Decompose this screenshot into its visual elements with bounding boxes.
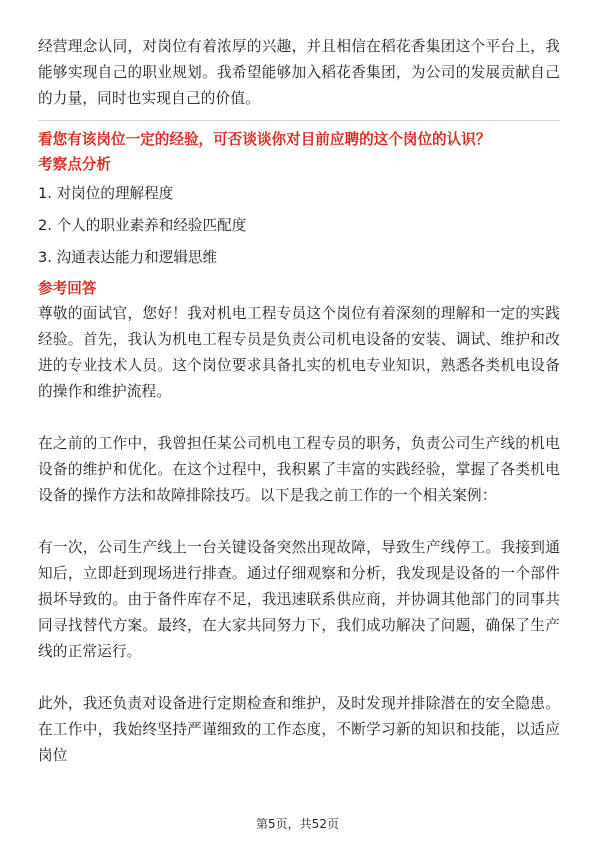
analysis-points	[38, 181, 560, 271]
analysis-point: 2. 个人的职业素养和经验匹配度	[38, 217, 247, 234]
analysis-point: 3. 沟通表达能力和逻辑思维	[38, 249, 218, 266]
section-divider	[38, 120, 560, 121]
answer-paragraph: 此外，我还负责对设备进行定期检查和维护，及时发现并排除潜在的安全隐患。在工作中，我始终坚持严谨细致的工作态度，不断学习新的知识和技能，以适应岗位	[38, 695, 560, 764]
answer-paragraph: 尊敬的面试官，您好！我对机电工程专员这个岗位有着深刻的理解和一定的实践经验。首先，我认为机电工程专员是负责公司机电设备的安装、调试、维护和改进的专业技术人员。这个岗位要求具备扎实的机电专业知识，熟悉各类机电设备的操作和维护流程。	[38, 305, 560, 400]
document-body	[38, 34, 560, 769]
answer-title: 参考回答	[38, 280, 97, 297]
intro-paragraph: 经营理念认同，对岗位有着浓厚的兴趣，并且相信在稻花香集团这个平台上，我能够实现自己的职业规划。我希望能够加入稻花香集团，为公司的发展贡献自己的力量，同时也实现自己的价值。	[38, 38, 560, 107]
answer-paragraph: 有一次，公司生产线上一台关键设备突然出现故障，导致生产线停工。我接到通知后，立即赶到现场进行排查。通过仔细观察和分析，我发现是设备的一个部件损坏导致的。由于备件库存不足，我迅速联系供应商，并协调其他部门的同事共同寻找替代方案。最终，在大家共同努力下，我们成功解决了问题，确保了生产线的正常运行。	[38, 539, 560, 660]
analysis-point: 1. 对岗位的理解程度	[38, 185, 174, 202]
analysis-title: 考察点分析	[38, 156, 111, 173]
answer-paragraph: 在之前的工作中，我曾担任某公司机电工程专员的职务，负责公司生产线的机电设备的维护和优化。在这个过程中，我积累了丰富的实践经验，掌握了各类机电设备的操作方法和故障排除技巧。以下是我之前工作的一个相关案例：	[38, 435, 560, 504]
interview-question: 看您有该岗位一定的经验，可否谈谈你对目前应聘的这个岗位的认识？	[38, 131, 491, 148]
page-number: 第5页，共52页	[256, 817, 339, 831]
